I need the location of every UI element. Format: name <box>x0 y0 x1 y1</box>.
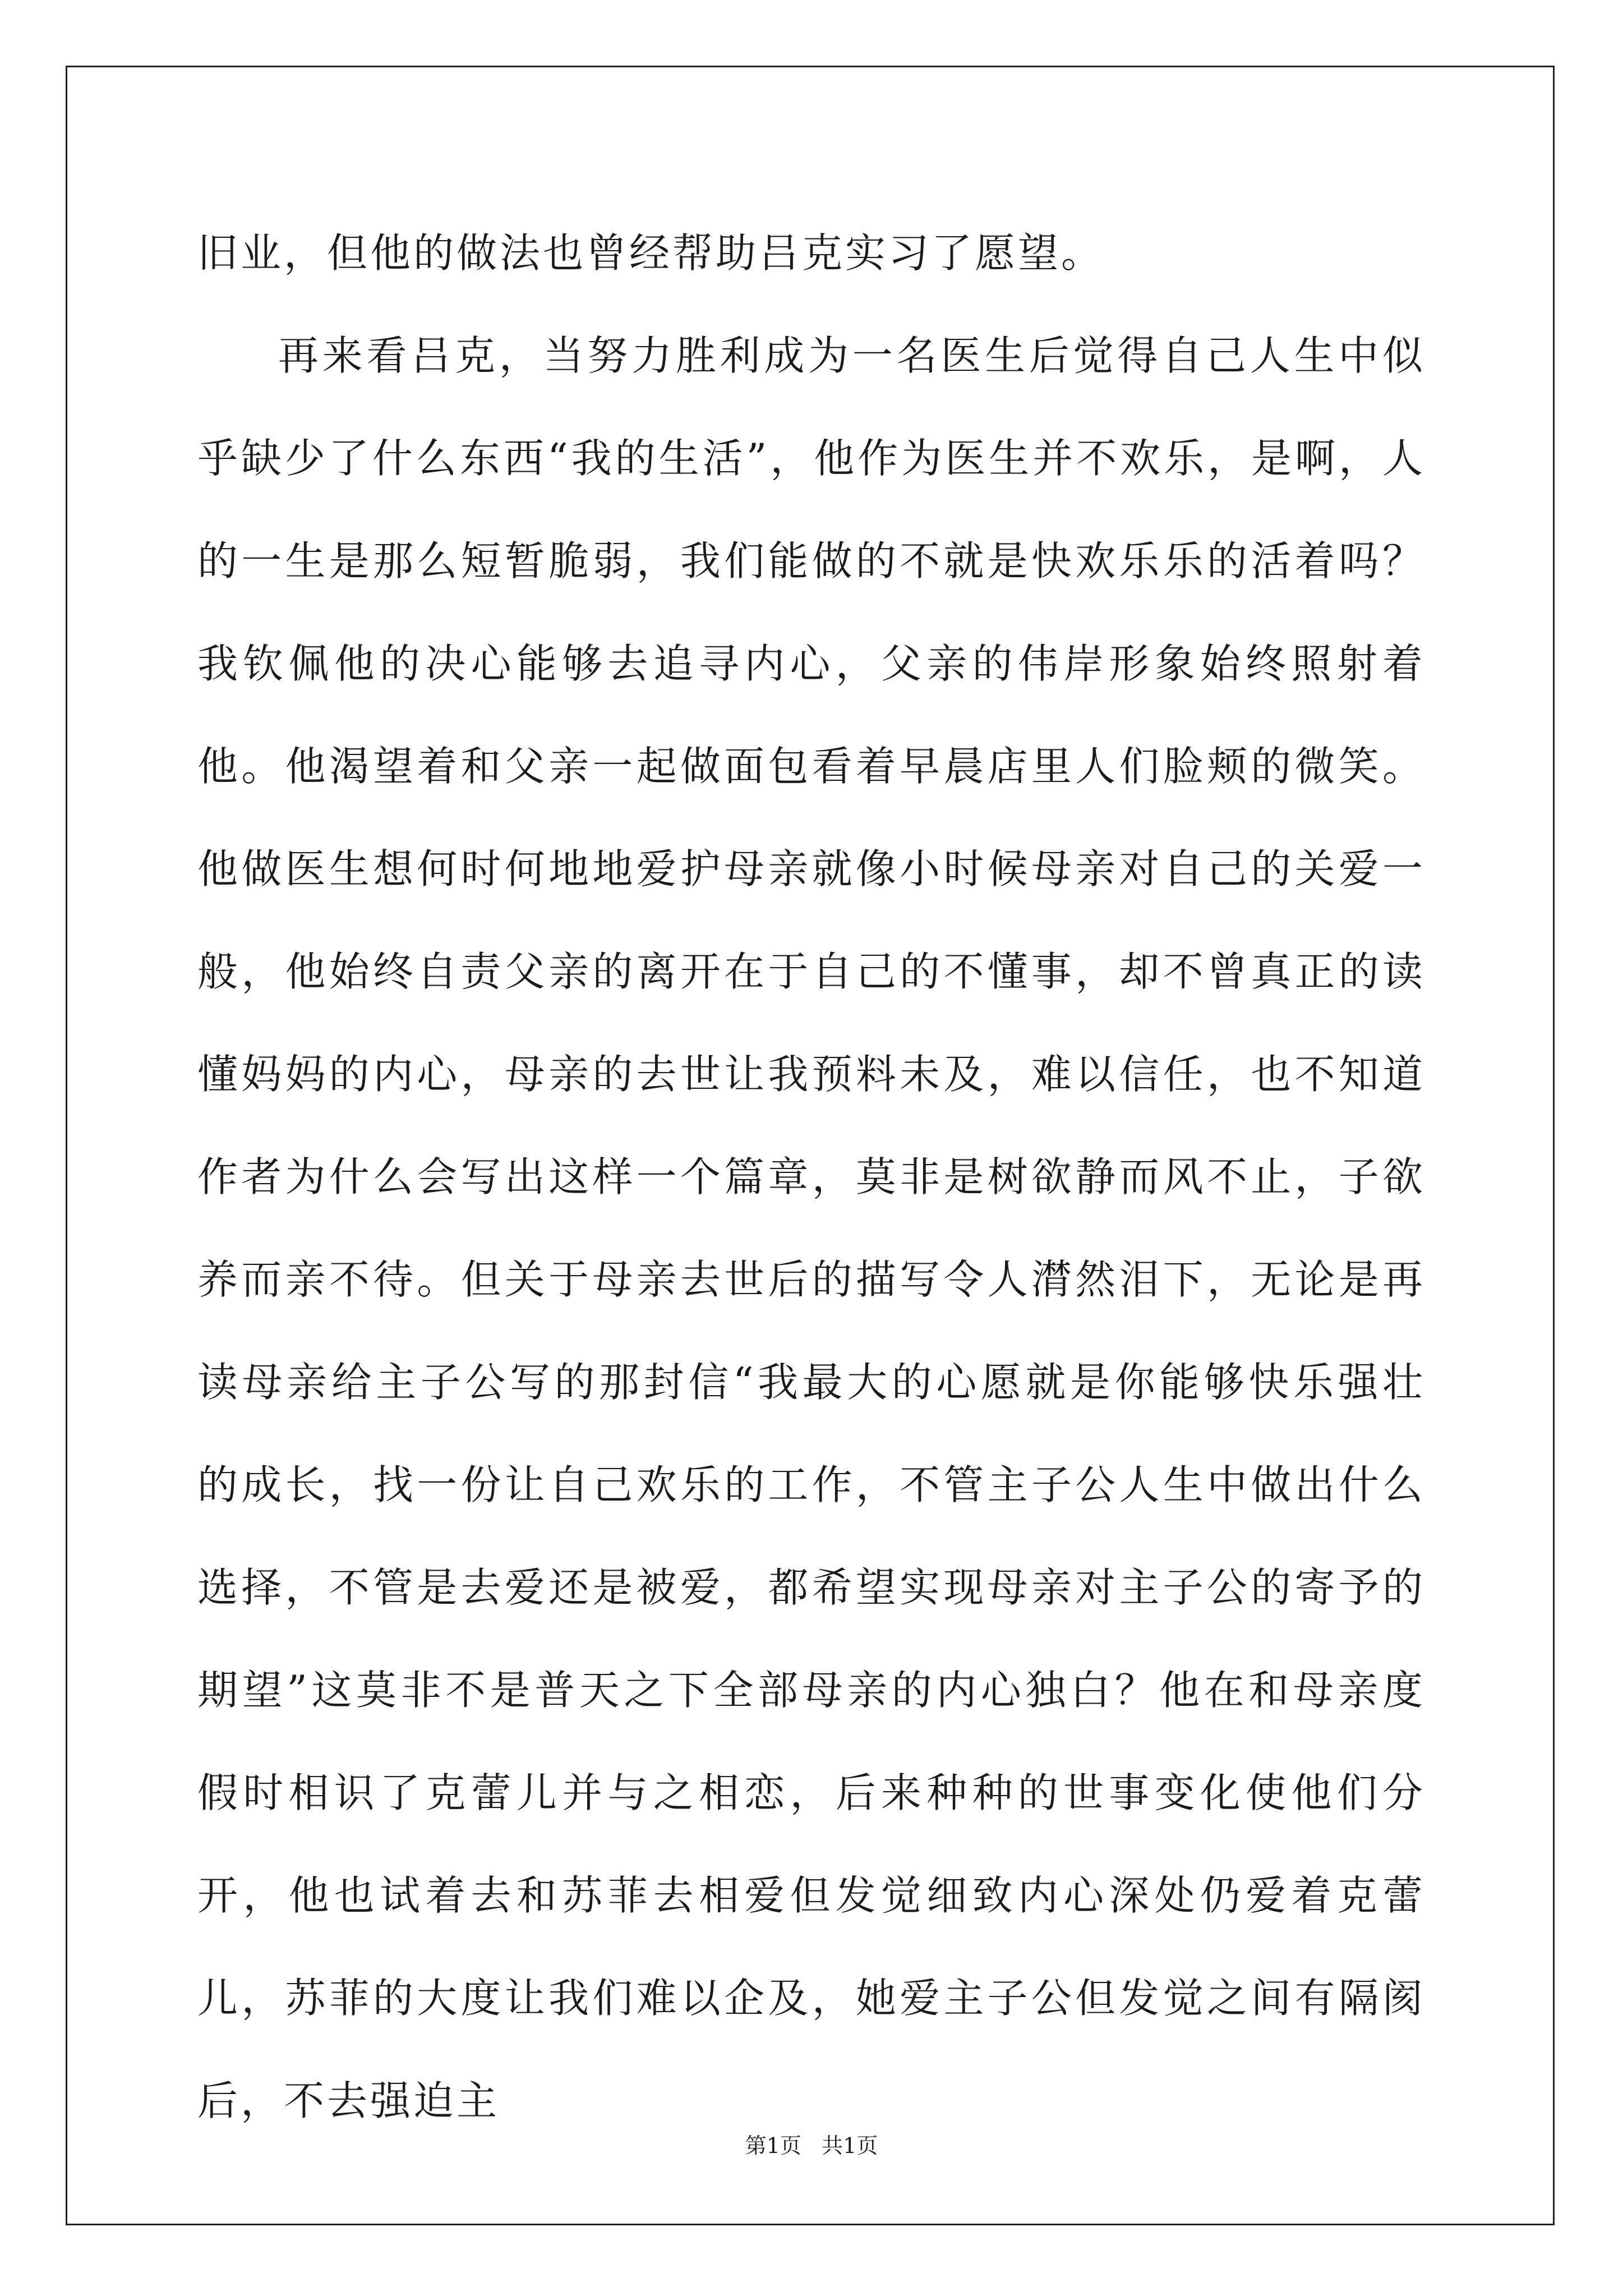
paragraph-2: 再来看吕克，当努力胜利成为一名医生后觉得自己人生中似乎缺少了什么东西“我的生活”，他作为医生并不欢乐，是啊，人的一生是那么短暂脆弱，我们能做的不就是快欢乐乐的活着吗？我钦佩他的决心能够去追寻内心，父亲的伟岸形象始终照射着他。他渴望着和父亲一起做面包看着早晨店里人们脸颊的微笑。他做医生想何时何地地爱护母亲就像小时候母亲对自己的关爱一般，他始终自责父亲的离开在于自己的不懂事，却不曾真正的读懂妈妈的内心，母亲的去世让我预料未及，难以信任，也不知道作者为什么会写出这样一个篇章，莫非是树欲静而风不止，子欲养而亲不待。但关于母亲去世后的描写令人潸然泪下，无论是再读母亲给主子公写的那封信“我最大的心愿就是你能够快乐强壮的成长，找一份让自己欢乐的工作，不管主子公人生中做出什么选择，不管是去爱还是被爱，都希望实现母亲对主子公的寄予的期望”这莫非不是普天之下全部母亲的内心独白？他在和母亲度假时相识了克蕾儿并与之相恋，后来种种的世事变化使他们分开，他也试着去和苏菲去相爱但发觉细致内心深处仍爱着克蕾儿，苏菲的大度让我们难以企及，她爱主子公但发觉之间有隔阂后，不去强迫主 <box>197 332 1426 2124</box>
page-number-footer: 第1页 共1页 <box>745 2133 878 2158</box>
paragraph-1: 旧业，但他的做法也曾经帮助吕克实习了愿望。 <box>197 229 1105 277</box>
document-body <box>197 202 1426 2152</box>
